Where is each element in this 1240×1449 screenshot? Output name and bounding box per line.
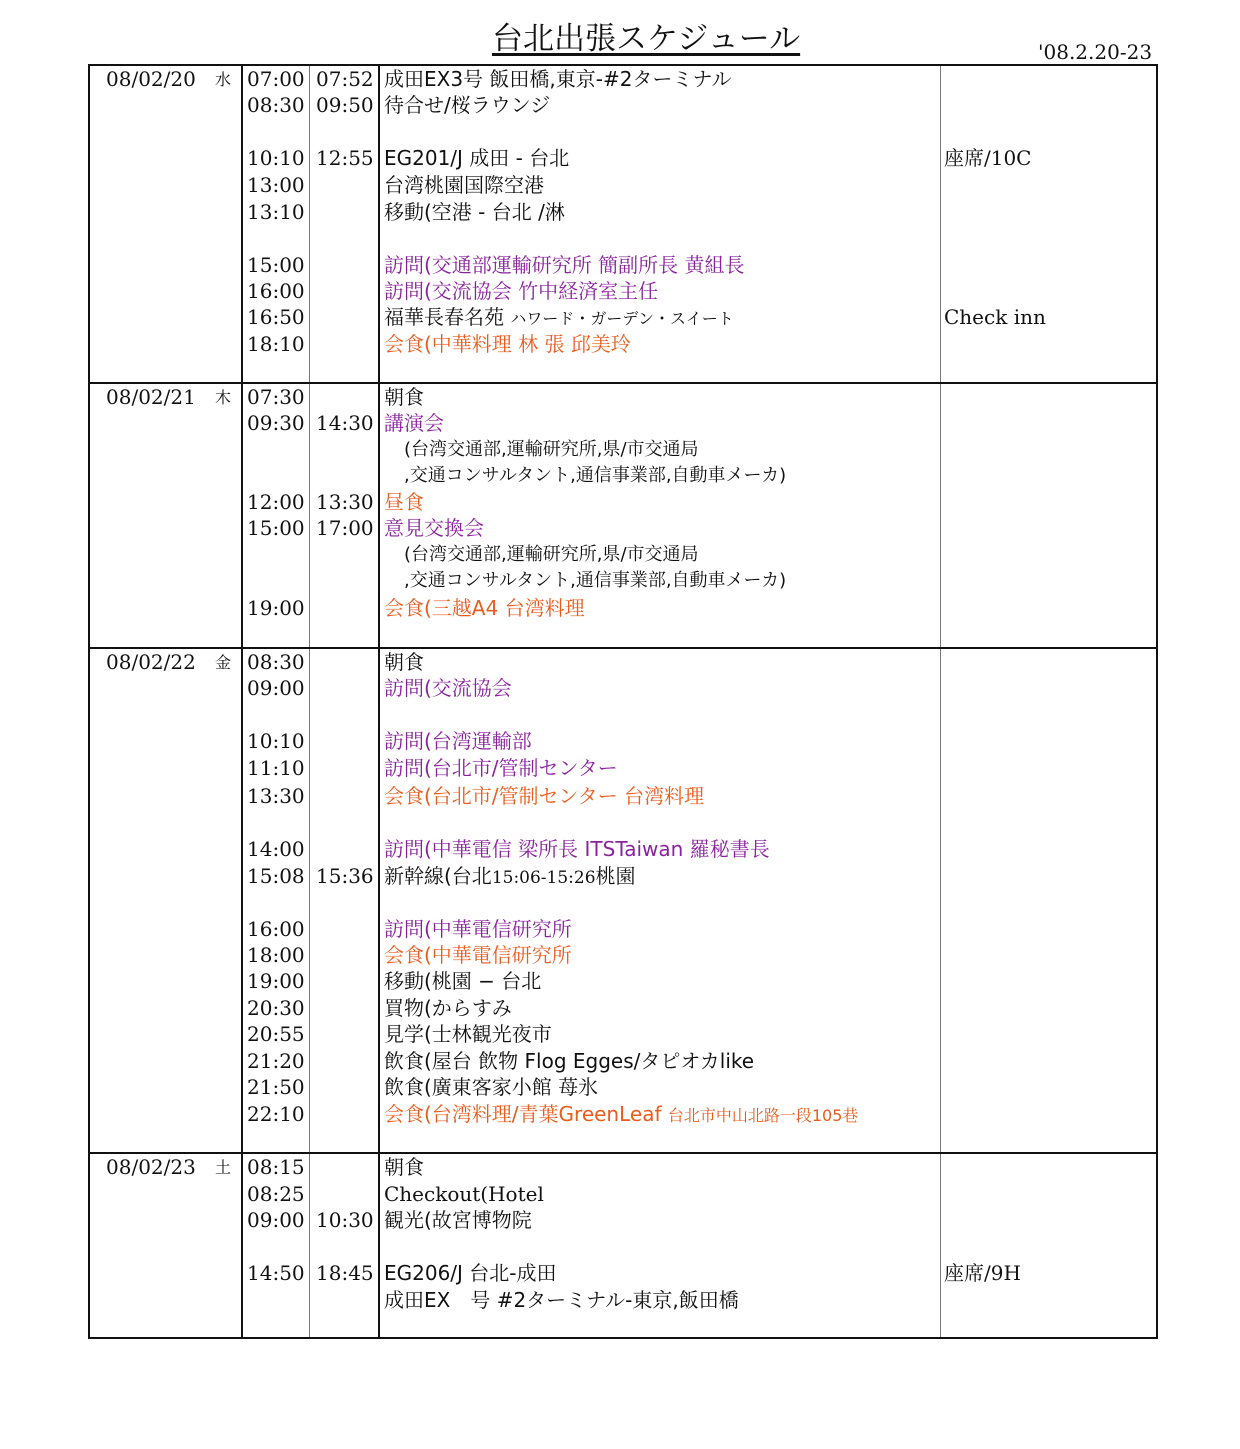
start-time: 16:50: [247, 305, 305, 329]
attendees: ,交通コンサルタント,通信事業部,自動車メーカ): [404, 465, 787, 486]
table-row: [90, 92, 1156, 119]
start-time: 09:00: [247, 1208, 305, 1232]
start-time: 19:00: [247, 969, 305, 993]
meal-item: 昼食: [384, 490, 424, 514]
table-row: [90, 199, 1156, 226]
start-time: 07:00: [247, 67, 305, 91]
start-time: 07:30: [247, 385, 305, 409]
start-time: 09:00: [247, 676, 305, 700]
table-row: [90, 462, 1156, 489]
train-times: 15:06-15:26: [491, 868, 596, 888]
table-row: [90, 995, 1156, 1022]
day-date: 08/02/21: [106, 385, 196, 409]
start-time: 18:00: [247, 943, 305, 967]
day-date: 08/02/23: [106, 1155, 196, 1179]
end-time: 10:30: [316, 1208, 374, 1232]
table-row: [90, 541, 1156, 568]
table-row: [90, 515, 1156, 542]
start-time: 14:00: [247, 837, 305, 861]
table-row: [90, 649, 1156, 676]
start-time: 11:10: [247, 756, 305, 780]
attendees: (台湾交通部,運輸研究所,県/市交通局: [404, 439, 699, 460]
restaurant-address: 台北市中山北路一段105巷: [667, 1106, 859, 1125]
table-row: [90, 278, 1156, 305]
visit-item: 訪問(中華電信 梁所長 ITSTaiwan 羅秘書長: [384, 837, 770, 861]
table-row: [90, 1207, 1156, 1234]
schedule-item: 観光(故宮博物院: [384, 1208, 532, 1232]
table-row: [90, 942, 1156, 969]
note: 座席/9H: [944, 1261, 1021, 1285]
table-row: [90, 384, 1156, 411]
table-row: [90, 1048, 1156, 1075]
start-time: 19:00: [247, 596, 305, 620]
start-time: 20:30: [247, 996, 305, 1020]
schedule-item: 移動(空港 - 台北 /淋: [384, 200, 565, 224]
day-date: 08/02/22: [106, 650, 196, 674]
start-time: 15:08: [247, 864, 305, 888]
start-time: 08:25: [247, 1182, 305, 1206]
table-row: [90, 916, 1156, 943]
start-time: 15:00: [247, 516, 305, 540]
schedule-item: [384, 304, 734, 332]
visit-item: 訪問(台湾運輸部: [384, 729, 532, 753]
day-block: [88, 1152, 1158, 1339]
start-time: 12:00: [247, 490, 305, 514]
table-row: [90, 595, 1156, 622]
hotel-name: 福華長春名苑: [384, 305, 504, 329]
table-row: [90, 1260, 1156, 1287]
schedule-item: 成田EX3号 飯田橋,東京-#2ターミナル: [384, 67, 732, 91]
end-time: 12:55: [316, 146, 374, 170]
schedule-item: EG206/J 台北-成田: [384, 1261, 557, 1285]
table-row: [90, 66, 1156, 93]
schedule-item: 移動(桃園 − 台北: [384, 969, 542, 993]
restaurant-name: 会食(台湾料理/青葉GreenLeaf: [384, 1102, 662, 1126]
date-range: '08.2.20-23: [1038, 40, 1153, 64]
schedule-item: Checkout(Hotel: [384, 1182, 544, 1206]
attendees: (台湾交通部,運輸研究所,県/市交通局: [404, 544, 699, 565]
table-row: [90, 567, 1156, 594]
schedule-item: 朝食: [384, 385, 424, 409]
start-time: 16:00: [247, 279, 305, 303]
train-route: 新幹線(台北: [384, 864, 492, 888]
end-time: 17:00: [316, 516, 374, 540]
visit-item: 訪問(交流協会 竹中経済室主任: [384, 279, 659, 303]
start-time: 13:00: [247, 173, 305, 197]
start-time: 21:50: [247, 1075, 305, 1099]
schedule-item: 飲食(屋台 飲物 Flog Egges/タピオカlike: [384, 1049, 755, 1073]
page-title: 台北出張スケジュール: [492, 21, 801, 57]
table-row: [90, 145, 1156, 172]
schedule-item: 待合せ/桜ラウンジ: [384, 93, 551, 117]
table-row: [90, 1154, 1156, 1181]
start-time: 20:55: [247, 1022, 305, 1046]
table-row: [90, 489, 1156, 516]
start-time: 22:10: [247, 1102, 305, 1126]
day-weekday: 土: [215, 1158, 232, 1177]
visit-item: 講演会: [384, 411, 444, 435]
table-row: [90, 1181, 1156, 1208]
start-time: 08:30: [247, 650, 305, 674]
start-time: 16:00: [247, 917, 305, 941]
table-row: [90, 728, 1156, 755]
visit-item: 訪問(中華電信研究所: [384, 917, 572, 941]
table-row: [90, 410, 1156, 437]
table-row: [90, 172, 1156, 199]
start-time: 14:50: [247, 1261, 305, 1285]
note: Check inn: [944, 305, 1046, 329]
table-row: [90, 968, 1156, 995]
schedule-item: 台湾桃園国際空港: [384, 173, 544, 197]
start-time: 08:30: [247, 93, 305, 117]
visit-item: 訪問(台北市/管制センター: [384, 756, 618, 780]
table-row: [90, 1287, 1156, 1314]
table-row: [90, 1074, 1156, 1101]
day-weekday: 水: [215, 70, 232, 89]
end-time: 15:36: [316, 864, 374, 888]
schedule-item: [384, 863, 636, 892]
table-row: [90, 675, 1156, 702]
note: 座席/10C: [944, 146, 1032, 170]
table-row: [90, 436, 1156, 463]
end-time: 18:45: [316, 1261, 374, 1285]
start-time: 09:30: [247, 411, 305, 435]
meal-item: 会食(中華電信研究所: [384, 943, 572, 967]
start-time: 08:15: [247, 1155, 305, 1179]
table-row: [90, 863, 1156, 890]
attendees: ,交通コンサルタント,通信事業部,自動車メーカ): [404, 570, 787, 591]
meal-item: 会食(三越A4 台湾料理: [384, 596, 585, 620]
day-block: [88, 64, 1158, 384]
table-row: [90, 331, 1156, 358]
end-time: 07:52: [316, 67, 374, 91]
table-row: [90, 1021, 1156, 1048]
start-time: 18:10: [247, 332, 305, 356]
table-row: [90, 836, 1156, 863]
day-weekday: 金: [215, 653, 232, 672]
end-time: 14:30: [316, 411, 374, 435]
train-destination: 桃園: [595, 864, 636, 888]
start-time: 21:20: [247, 1049, 305, 1073]
table-row: [90, 1101, 1156, 1128]
schedule-item: 朝食: [384, 650, 424, 674]
visit-item: 意見交換会: [384, 516, 484, 540]
schedule-item: 成田EX 号 #2ターミナル-東京,飯田橋: [384, 1288, 739, 1312]
day-block: [88, 647, 1158, 1154]
day-date: 08/02/20: [106, 67, 196, 91]
start-time: 13:10: [247, 200, 305, 224]
schedule-item: 買物(からすみ: [384, 996, 512, 1020]
start-time: 13:30: [247, 784, 305, 808]
hotel-name-kana: ハワード・ガーデン・スイート: [510, 309, 734, 328]
meal-item: 会食(台北市/管制センター 台湾料理: [384, 784, 705, 808]
end-time: 13:30: [316, 490, 374, 514]
table-row: [90, 304, 1156, 331]
start-time: 10:10: [247, 146, 305, 170]
schedule-item: 朝食: [384, 1155, 424, 1179]
schedule-item: 飲食(廣東客家小館 苺氷: [384, 1075, 599, 1099]
table-row: [90, 252, 1156, 279]
meal-item: 会食(中華料理 林 張 邱美玲: [384, 332, 631, 356]
end-time: 09:50: [316, 93, 374, 117]
start-time: 15:00: [247, 253, 305, 277]
day-block: [88, 382, 1158, 649]
visit-item: 訪問(交流協会: [384, 676, 512, 700]
schedule-item: EG201/J 成田 - 台北: [384, 146, 570, 170]
table-row: [90, 755, 1156, 782]
visit-item: 訪問(交通部運輸研究所 簡副所長 黄組長: [384, 253, 745, 277]
start-time: 10:10: [247, 729, 305, 753]
schedule-item: 見学(士林観光夜市: [384, 1022, 552, 1046]
table-row: [90, 783, 1156, 810]
day-weekday: 木: [215, 388, 232, 407]
meal-item: [384, 1101, 858, 1129]
